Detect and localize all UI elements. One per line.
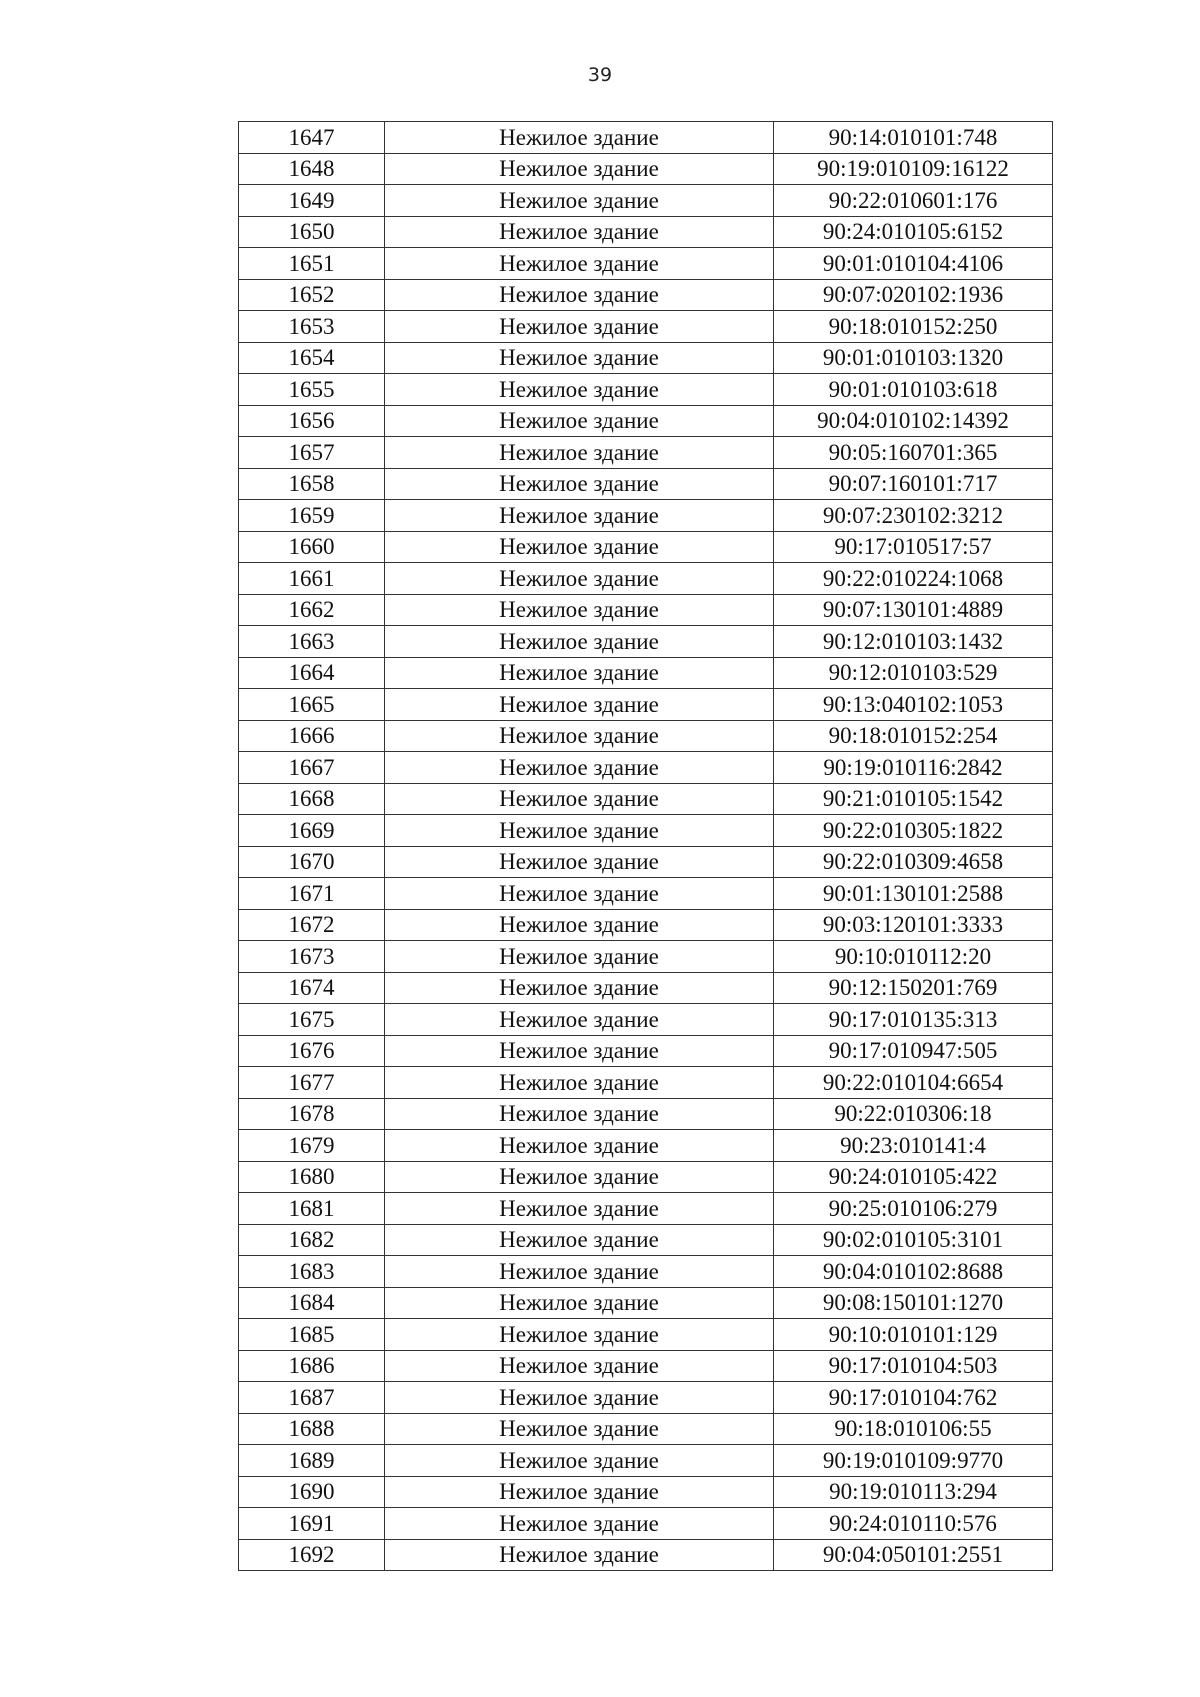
object-type-cell: Нежилое здание xyxy=(385,1287,774,1319)
cadastral-number-cell: 90:10:010101:129 xyxy=(774,1319,1053,1351)
cadastral-number-cell: 90:21:010105:1542 xyxy=(774,783,1053,815)
table-row xyxy=(239,248,1053,280)
row-number-cell: 1652 xyxy=(239,279,385,311)
row-number-cell: 1670 xyxy=(239,846,385,878)
cadastral-number-cell: 90:04:010102:8688 xyxy=(774,1256,1053,1288)
object-type-cell: Нежилое здание xyxy=(385,1067,774,1099)
table-row xyxy=(239,342,1053,374)
object-type-cell: Нежилое здание xyxy=(385,122,774,154)
row-number-cell: 1685 xyxy=(239,1319,385,1351)
cadastral-number-cell: 90:17:010947:505 xyxy=(774,1035,1053,1067)
table-row xyxy=(239,185,1053,217)
cadastral-number-cell: 90:18:010106:55 xyxy=(774,1413,1053,1445)
table-row xyxy=(239,689,1053,721)
cadastral-number-cell: 90:17:010135:313 xyxy=(774,1004,1053,1036)
row-number-cell: 1675 xyxy=(239,1004,385,1036)
table-row xyxy=(239,1067,1053,1099)
row-number-cell: 1650 xyxy=(239,216,385,248)
registry-table xyxy=(238,121,1053,1571)
cadastral-number-cell: 90:24:010105:422 xyxy=(774,1161,1053,1193)
table-row xyxy=(239,783,1053,815)
table-row xyxy=(239,846,1053,878)
row-number-cell: 1686 xyxy=(239,1350,385,1382)
table-row xyxy=(239,1319,1053,1351)
object-type-cell: Нежилое здание xyxy=(385,185,774,217)
row-number-cell: 1689 xyxy=(239,1445,385,1477)
object-type-cell: Нежилое здание xyxy=(385,720,774,752)
object-type-cell: Нежилое здание xyxy=(385,1319,774,1351)
table-row xyxy=(239,1130,1053,1162)
table-row xyxy=(239,941,1053,973)
cadastral-number-cell: 90:25:010106:279 xyxy=(774,1193,1053,1225)
object-type-cell: Нежилое здание xyxy=(385,1508,774,1540)
table-row xyxy=(239,500,1053,532)
object-type-cell: Нежилое здание xyxy=(385,689,774,721)
row-number-cell: 1653 xyxy=(239,311,385,343)
cadastral-number-cell: 90:17:010517:57 xyxy=(774,531,1053,563)
row-number-cell: 1681 xyxy=(239,1193,385,1225)
cadastral-number-cell: 90:14:010101:748 xyxy=(774,122,1053,154)
row-number-cell: 1647 xyxy=(239,122,385,154)
table-row xyxy=(239,468,1053,500)
row-number-cell: 1667 xyxy=(239,752,385,784)
table-row xyxy=(239,1224,1053,1256)
row-number-cell: 1690 xyxy=(239,1476,385,1508)
cadastral-number-cell: 90:22:010305:1822 xyxy=(774,815,1053,847)
row-number-cell: 1678 xyxy=(239,1098,385,1130)
table-row xyxy=(239,1539,1053,1571)
row-number-cell: 1658 xyxy=(239,468,385,500)
row-number-cell: 1679 xyxy=(239,1130,385,1162)
row-number-cell: 1654 xyxy=(239,342,385,374)
object-type-cell: Нежилое здание xyxy=(385,1193,774,1225)
object-type-cell: Нежилое здание xyxy=(385,216,774,248)
cadastral-number-cell: 90:17:010104:762 xyxy=(774,1382,1053,1414)
cadastral-number-cell: 90:19:010113:294 xyxy=(774,1476,1053,1508)
table-row xyxy=(239,531,1053,563)
row-number-cell: 1663 xyxy=(239,626,385,658)
object-type-cell: Нежилое здание xyxy=(385,626,774,658)
object-type-cell: Нежилое здание xyxy=(385,1035,774,1067)
table-row xyxy=(239,437,1053,469)
object-type-cell: Нежилое здание xyxy=(385,1224,774,1256)
object-type-cell: Нежилое здание xyxy=(385,657,774,689)
object-type-cell: Нежилое здание xyxy=(385,374,774,406)
object-type-cell: Нежилое здание xyxy=(385,248,774,280)
object-type-cell: Нежилое здание xyxy=(385,941,774,973)
object-type-cell: Нежилое здание xyxy=(385,563,774,595)
row-number-cell: 1671 xyxy=(239,878,385,910)
table-row xyxy=(239,1350,1053,1382)
table-row xyxy=(239,1413,1053,1445)
cadastral-number-cell: 90:01:130101:2588 xyxy=(774,878,1053,910)
row-number-cell: 1665 xyxy=(239,689,385,721)
object-type-cell: Нежилое здание xyxy=(385,405,774,437)
cadastral-number-cell: 90:18:010152:250 xyxy=(774,311,1053,343)
cadastral-number-cell: 90:19:010109:9770 xyxy=(774,1445,1053,1477)
table-row xyxy=(239,815,1053,847)
table-row xyxy=(239,122,1053,154)
cadastral-number-cell: 90:01:010103:618 xyxy=(774,374,1053,406)
object-type-cell: Нежилое здание xyxy=(385,1382,774,1414)
object-type-cell: Нежилое здание xyxy=(385,752,774,784)
table-row xyxy=(239,1035,1053,1067)
object-type-cell: Нежилое здание xyxy=(385,1130,774,1162)
cadastral-number-cell: 90:24:010110:576 xyxy=(774,1508,1053,1540)
table-row xyxy=(239,1382,1053,1414)
object-type-cell: Нежилое здание xyxy=(385,279,774,311)
table-row xyxy=(239,1287,1053,1319)
table-row xyxy=(239,626,1053,658)
cadastral-number-cell: 90:24:010105:6152 xyxy=(774,216,1053,248)
cadastral-number-cell: 90:23:010141:4 xyxy=(774,1130,1053,1162)
object-type-cell: Нежилое здание xyxy=(385,437,774,469)
table-row xyxy=(239,153,1053,185)
row-number-cell: 1673 xyxy=(239,941,385,973)
table-row xyxy=(239,1445,1053,1477)
table-row xyxy=(239,1098,1053,1130)
row-number-cell: 1682 xyxy=(239,1224,385,1256)
object-type-cell: Нежилое здание xyxy=(385,846,774,878)
row-number-cell: 1660 xyxy=(239,531,385,563)
table-row xyxy=(239,720,1053,752)
row-number-cell: 1676 xyxy=(239,1035,385,1067)
object-type-cell: Нежилое здание xyxy=(385,1098,774,1130)
row-number-cell: 1668 xyxy=(239,783,385,815)
table-row xyxy=(239,1161,1053,1193)
object-type-cell: Нежилое здание xyxy=(385,1161,774,1193)
row-number-cell: 1677 xyxy=(239,1067,385,1099)
cadastral-number-cell: 90:22:010309:4658 xyxy=(774,846,1053,878)
object-type-cell: Нежилое здание xyxy=(385,531,774,563)
object-type-cell: Нежилое здание xyxy=(385,1350,774,1382)
object-type-cell: Нежилое здание xyxy=(385,594,774,626)
row-number-cell: 1672 xyxy=(239,909,385,941)
object-type-cell: Нежилое здание xyxy=(385,468,774,500)
table-row xyxy=(239,752,1053,784)
object-type-cell: Нежилое здание xyxy=(385,1539,774,1571)
cadastral-number-cell: 90:08:150101:1270 xyxy=(774,1287,1053,1319)
cadastral-number-cell: 90:22:010224:1068 xyxy=(774,563,1053,595)
object-type-cell: Нежилое здание xyxy=(385,1004,774,1036)
row-number-cell: 1656 xyxy=(239,405,385,437)
object-type-cell: Нежилое здание xyxy=(385,1445,774,1477)
row-number-cell: 1651 xyxy=(239,248,385,280)
object-type-cell: Нежилое здание xyxy=(385,878,774,910)
object-type-cell: Нежилое здание xyxy=(385,1413,774,1445)
cadastral-number-cell: 90:22:010601:176 xyxy=(774,185,1053,217)
table-row xyxy=(239,878,1053,910)
row-number-cell: 1691 xyxy=(239,1508,385,1540)
row-number-cell: 1687 xyxy=(239,1382,385,1414)
object-type-cell: Нежилое здание xyxy=(385,500,774,532)
registry-table-body xyxy=(239,122,1053,1571)
row-number-cell: 1666 xyxy=(239,720,385,752)
cadastral-number-cell: 90:22:010306:18 xyxy=(774,1098,1053,1130)
table-row xyxy=(239,311,1053,343)
row-number-cell: 1684 xyxy=(239,1287,385,1319)
table-row xyxy=(239,1256,1053,1288)
cadastral-number-cell: 90:03:120101:3333 xyxy=(774,909,1053,941)
cadastral-number-cell: 90:19:010116:2842 xyxy=(774,752,1053,784)
cadastral-number-cell: 90:12:010103:1432 xyxy=(774,626,1053,658)
row-number-cell: 1683 xyxy=(239,1256,385,1288)
cadastral-number-cell: 90:12:010103:529 xyxy=(774,657,1053,689)
row-number-cell: 1657 xyxy=(239,437,385,469)
row-number-cell: 1659 xyxy=(239,500,385,532)
table-row xyxy=(239,216,1053,248)
object-type-cell: Нежилое здание xyxy=(385,153,774,185)
cadastral-number-cell: 90:01:010103:1320 xyxy=(774,342,1053,374)
row-number-cell: 1669 xyxy=(239,815,385,847)
row-number-cell: 1664 xyxy=(239,657,385,689)
row-number-cell: 1649 xyxy=(239,185,385,217)
cadastral-number-cell: 90:04:010102:14392 xyxy=(774,405,1053,437)
page-number: 39 xyxy=(587,64,613,86)
row-number-cell: 1680 xyxy=(239,1161,385,1193)
object-type-cell: Нежилое здание xyxy=(385,815,774,847)
cadastral-number-cell: 90:02:010105:3101 xyxy=(774,1224,1053,1256)
table-row xyxy=(239,972,1053,1004)
table-row xyxy=(239,1004,1053,1036)
cadastral-number-cell: 90:10:010112:20 xyxy=(774,941,1053,973)
object-type-cell: Нежилое здание xyxy=(385,972,774,1004)
row-number-cell: 1688 xyxy=(239,1413,385,1445)
cadastral-number-cell: 90:13:040102:1053 xyxy=(774,689,1053,721)
object-type-cell: Нежилое здание xyxy=(385,311,774,343)
cadastral-number-cell: 90:12:150201:769 xyxy=(774,972,1053,1004)
table-row xyxy=(239,279,1053,311)
table-row xyxy=(239,657,1053,689)
row-number-cell: 1662 xyxy=(239,594,385,626)
cadastral-number-cell: 90:19:010109:16122 xyxy=(774,153,1053,185)
table-row xyxy=(239,1476,1053,1508)
cadastral-number-cell: 90:22:010104:6654 xyxy=(774,1067,1053,1099)
table-row xyxy=(239,594,1053,626)
table-row xyxy=(239,1508,1053,1540)
cadastral-number-cell: 90:07:230102:3212 xyxy=(774,500,1053,532)
row-number-cell: 1655 xyxy=(239,374,385,406)
object-type-cell: Нежилое здание xyxy=(385,909,774,941)
cadastral-number-cell: 90:18:010152:254 xyxy=(774,720,1053,752)
table-row xyxy=(239,405,1053,437)
cadastral-number-cell: 90:17:010104:503 xyxy=(774,1350,1053,1382)
table-row xyxy=(239,563,1053,595)
table-row xyxy=(239,374,1053,406)
cadastral-number-cell: 90:04:050101:2551 xyxy=(774,1539,1053,1571)
cadastral-number-cell: 90:07:160101:717 xyxy=(774,468,1053,500)
cadastral-number-cell: 90:01:010104:4106 xyxy=(774,248,1053,280)
table-row xyxy=(239,909,1053,941)
cadastral-number-cell: 90:07:020102:1936 xyxy=(774,279,1053,311)
cadastral-number-cell: 90:05:160701:365 xyxy=(774,437,1053,469)
table-row xyxy=(239,1193,1053,1225)
cadastral-number-cell: 90:07:130101:4889 xyxy=(774,594,1053,626)
object-type-cell: Нежилое здание xyxy=(385,342,774,374)
object-type-cell: Нежилое здание xyxy=(385,1476,774,1508)
object-type-cell: Нежилое здание xyxy=(385,783,774,815)
row-number-cell: 1692 xyxy=(239,1539,385,1571)
row-number-cell: 1648 xyxy=(239,153,385,185)
object-type-cell: Нежилое здание xyxy=(385,1256,774,1288)
row-number-cell: 1661 xyxy=(239,563,385,595)
row-number-cell: 1674 xyxy=(239,972,385,1004)
